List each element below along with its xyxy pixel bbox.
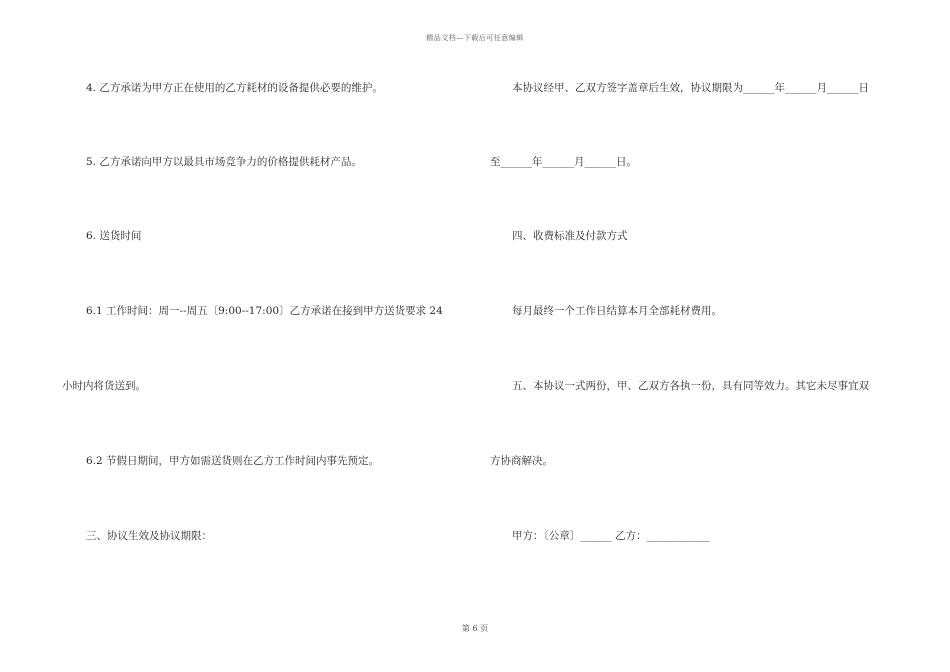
page-footer: 第 6 页: [461, 624, 489, 633]
left-heading-6: 6. 送货时间: [86, 230, 142, 242]
signature-line: 甲方：〔公章〕______ 乙方：____________: [512, 530, 710, 542]
right-para-effective-cont: 至______年______月______日。: [490, 156, 637, 168]
left-para-5: 5. 乙方承诺向甲方以最具市场竞争力的价格提供耗材产品。: [86, 156, 362, 168]
left-para-4: 4. 乙方承诺为甲方正在使用的乙方耗材的设备提供必要的维护。: [86, 82, 383, 94]
left-para-6-1: 6.1 工作时间：周一--周五〔9:00--17:00〕乙方承诺在接到甲方送货要求 24: [86, 305, 443, 317]
right-para-5-cont: 方协商解决。: [490, 455, 553, 467]
right-para-effective: 本协议经甲、乙双方签字盖章后生效，协议期限为______年______月______日: [512, 82, 869, 94]
page-header: 精品文档—下载后可任意编辑: [426, 34, 524, 42]
right-para-billing: 每月最终一个工作日结算本月全部耗材费用。: [512, 305, 722, 317]
left-para-6-1-cont: 小时内将货送到。: [62, 380, 146, 392]
left-heading-3: 三、协议生效及协议期限：: [86, 530, 212, 542]
right-heading-5: 五、本协议一式两份，甲、乙双方各执一份，具有同等效力。其它未尽事宜双: [512, 380, 869, 392]
left-para-6-2: 6.2 节假日期间，甲方如需送货则在乙方工作时间内事先预定。: [86, 455, 380, 467]
right-heading-4: 四、收费标准及付款方式: [512, 230, 628, 242]
